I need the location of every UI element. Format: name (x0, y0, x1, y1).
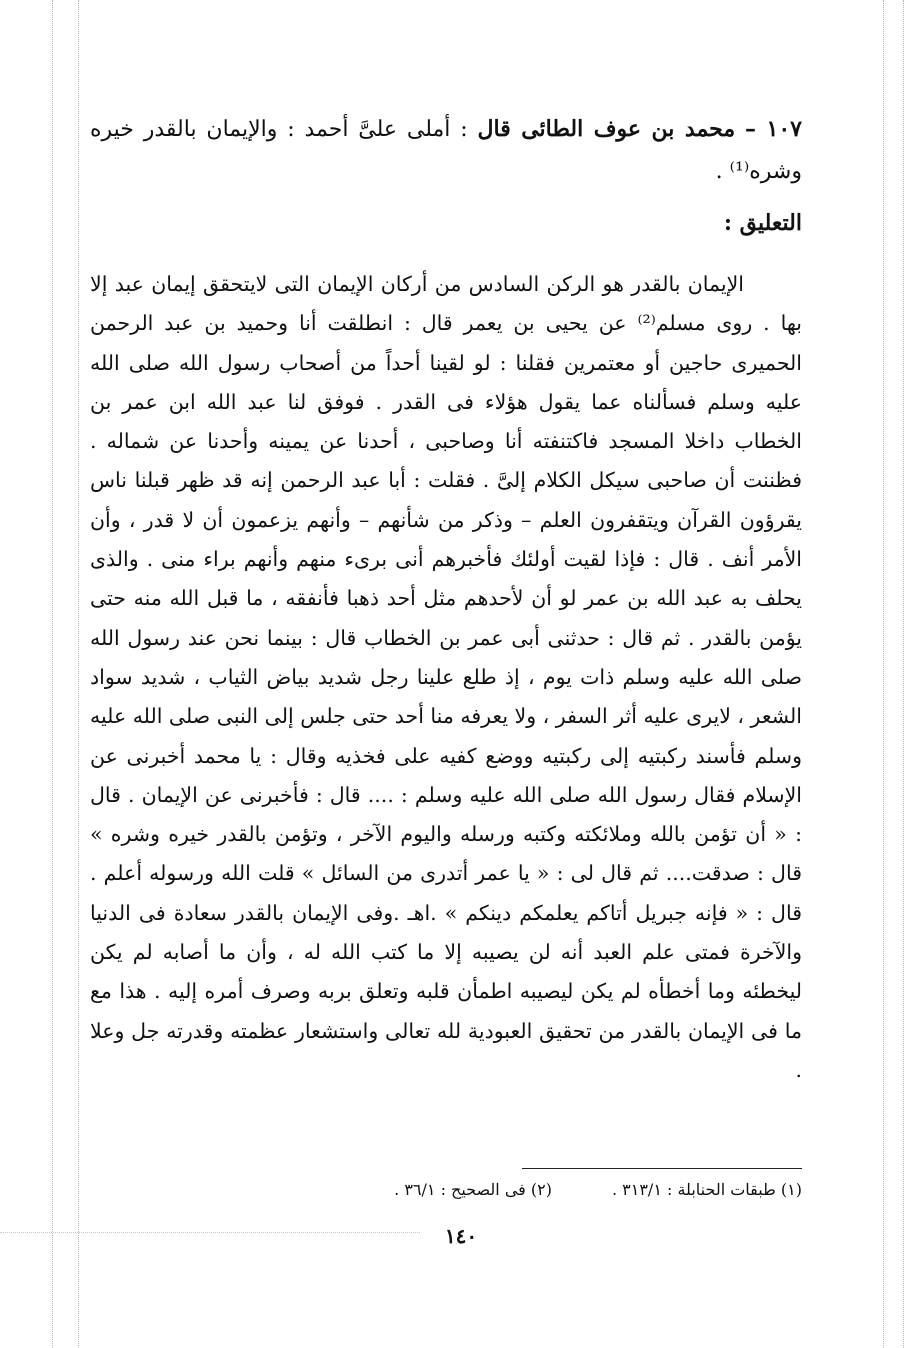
scan-artifact-line (78, 0, 79, 1348)
body-paragraph: الإيمان بالقدر هو الركن السادس من أركان الإيمان التى لايتحقق إيمان عبد إلا بها . روى مسلم⁽²⁾ عن يحيى بن يعمر قال : انطلقت أنا وحميد بن عبد الرحمن الحميرى حاجين أو معتمرين فقلنا : لو لقينا أحداً من أصحاب رسول الله صلى الله عليه وسلم فسألناه عما يقول هؤلاء فى القدر . فوفق لنا عبد الله ابن عمر بن الخطاب داخلا المسجد فاكتنفته أنا وصاحبى ، أحدنا عن يمينه وأحدنا عن شماله . فظننت أن صاحبى سيكل الكلام إلىَّ . فقلت : أبا عبد الرحمن إنه قد ظهر قبلنا ناس يقرؤون القرآن ويتقفرون العلم – وذكر من شأنهم – وأنهم يزعمون أن لا قدر ، وأن الأمر أنف . قال : فإذا لقيت أولئك فأخبرهم أنى برىء منهم وأنهم براء منى . والذى يحلف به عبد الله بن عمر لو أن لأحدهم مثل أحد ذهبا فأنفقه ، ما قبل الله منه حتى يؤمن بالقدر . ثم قال : حدثنى أبى عمر بن الخطاب قال : بينما نحن عند رسول الله صلى الله عليه وسلم ذات يوم ، إذ طلع علينا رجل شديد بياض الثياب ، شديد سواد الشعر ، لايرى عليه أثر السفر ، ولا يعرفه منا أحد حتى جلس إلى النبى صلى الله عليه وسلم فأسند ركبتيه إلى ركبتيه ووضع كفيه على فخذيه وقال : يا محمد أخبرنى عن الإسلام فقال رسول الله صلى الله عليه وسلم : .... قال : فأخبرنى عن الإيمان . قال : « أن تؤمن بالله وملائكته وكتبه ورسله واليوم الآخر ، وتؤمن بالقدر خيره وشره » قال : صدقت.... ثم قال لى : « يا عمر أتدرى من السائل » قلت الله ورسوله أعلم . قال : « فإنه جبريل أتاكم يعلمكم دينكم » .اهـ .وفى الإيمان بالقدر سعادة فى الدنيا والآخرة فمتى علم العبد أنه لن يصيبه إلا ما كتب الله له ، وأن ما أصابه لم يكن ليخطئه وما أخطأه لم يكن ليصيبه اطمأن قلبه وتعلق بربه وصرف أمره إليه . هذا مع ما فى الإيمان بالقدر من تحقيق العبودية لله تعالى واستشعار عظمته وقدرته جل وعلا . (89, 272, 802, 1082)
footnotes (242, 1176, 802, 1204)
commentary-body (90, 265, 802, 1090)
entry-heading (90, 108, 802, 193)
footnote-2: (٢) فى الصحيح : ٣٦/١ . (394, 1180, 552, 1199)
entry-text: : أملى علىَّ أحمد : والإيمان بالقدر خيره وشره⁽¹⁾ . (90, 117, 802, 184)
footnote-separator (522, 1168, 802, 1169)
entry-number: ١٠٧ – (745, 116, 802, 142)
scan-artifact-line (52, 0, 53, 1348)
page-number: ١٤٠ (444, 1224, 478, 1248)
entry-narrator: محمد بن عوف الطائى قال (477, 116, 736, 142)
scan-artifact-line (903, 0, 904, 1348)
scan-artifact-line (883, 0, 884, 1348)
commentary-heading: التعليق : (723, 210, 802, 236)
footnote-1: (١) طبقات الحنابلة : ٣١٣/١ . (611, 1180, 802, 1199)
